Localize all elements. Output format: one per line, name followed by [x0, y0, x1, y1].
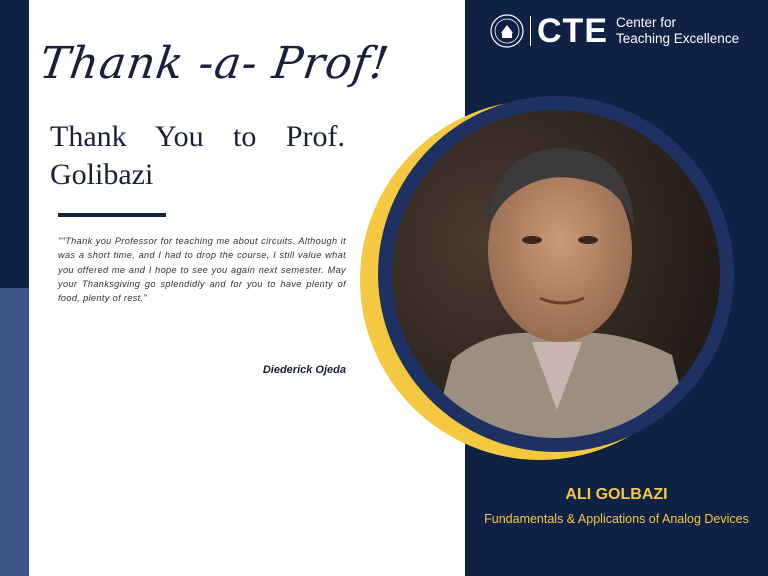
professor-name: ALI GOLBAZI — [565, 486, 668, 503]
course-title: Fundamentals & Applications of Analog Devices — [484, 512, 749, 526]
page-title: Thank You to Prof. Golibazi — [50, 120, 345, 191]
cte-line-2: Teaching Excellence — [616, 31, 740, 46]
professor-photo — [392, 110, 720, 438]
cte-logo — [490, 14, 739, 48]
logo-divider — [530, 16, 531, 46]
left-accent-bar-bottom — [0, 288, 29, 576]
cte-logo-text: CTE — [537, 12, 608, 50]
title-divider — [58, 213, 166, 217]
university-seal-icon — [490, 14, 524, 48]
cte-full-name — [616, 15, 739, 47]
script-headline: Thank -a- Prof! — [36, 38, 393, 89]
thank-you-quote: ""Thank you Professor for teaching me about circuits. Although it was a short time, and I had to drop the course, I still value what you offered me and I hope to see you again next semester. May your Thanksgiving go splendidly and for you to have plenty of food, plenty of rest." — [58, 236, 346, 304]
quote-author: Diederick Ojeda — [262, 364, 346, 376]
left-accent-bar-top — [0, 0, 29, 288]
cte-line-1: Center for — [616, 15, 677, 30]
